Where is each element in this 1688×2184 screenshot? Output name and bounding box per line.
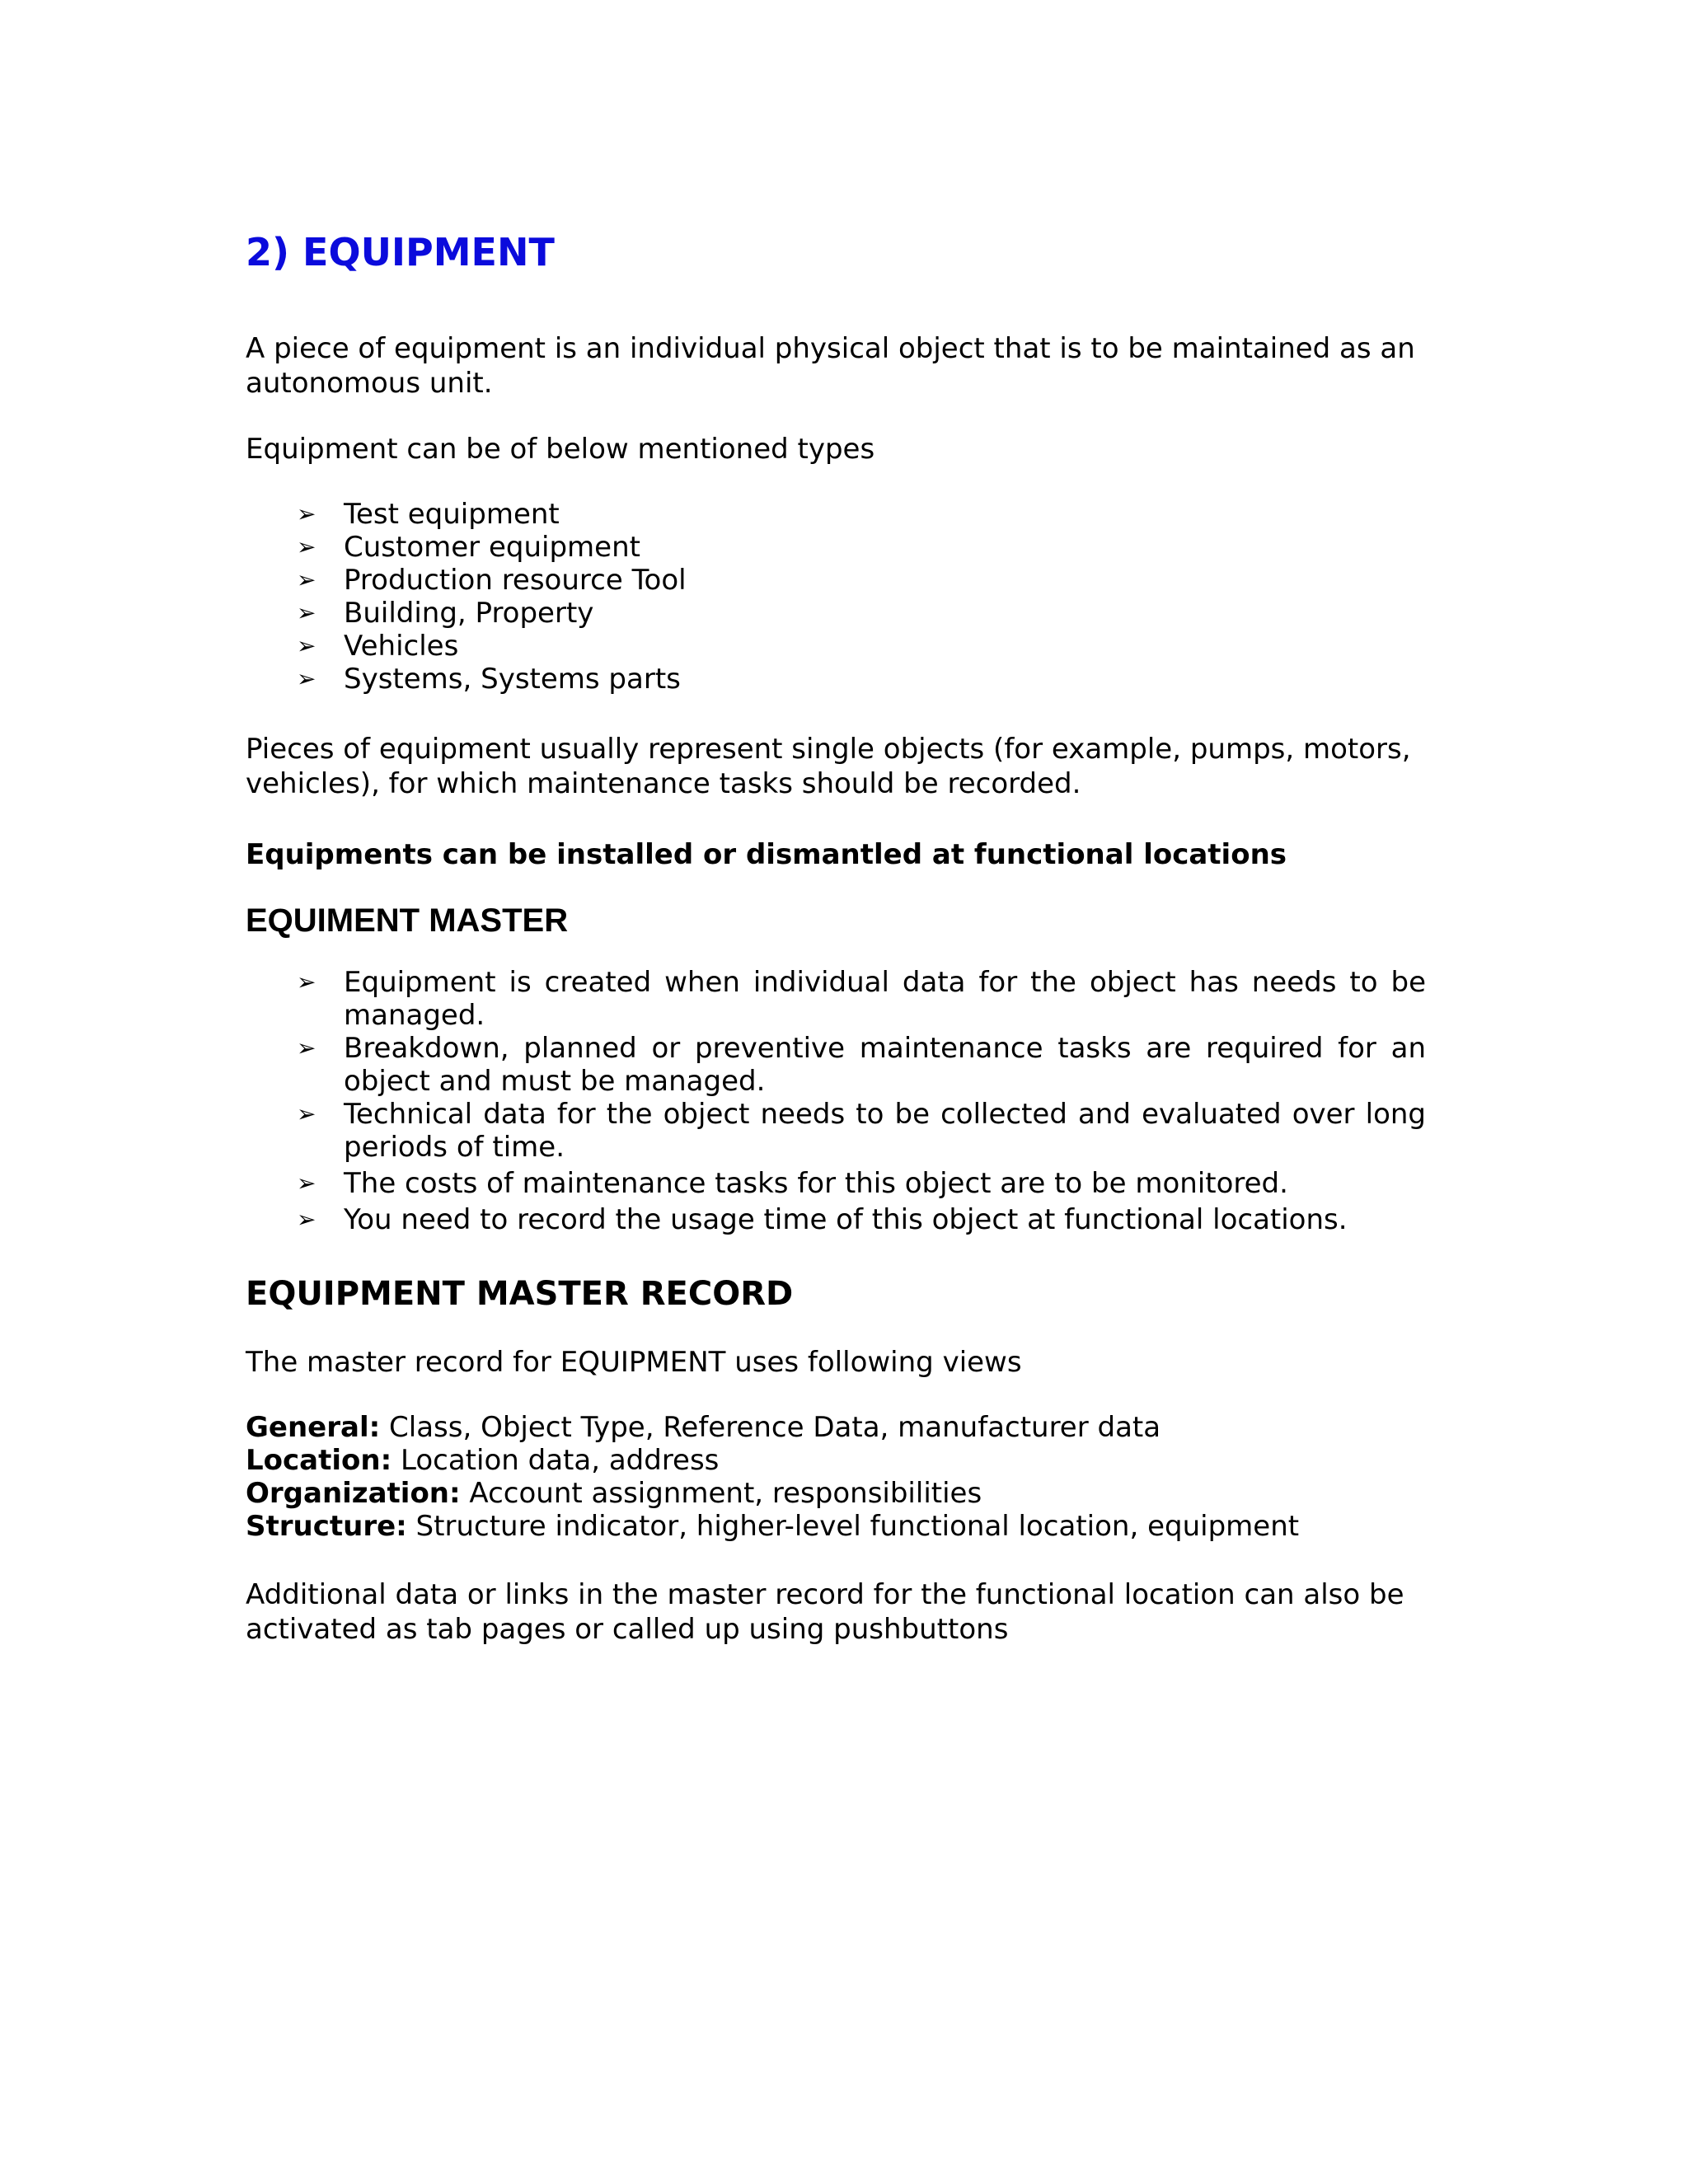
list-item: ➢ You need to record the usage time of this object at functional locations. bbox=[297, 1203, 1348, 1236]
page-title: 2) EQUIPMENT bbox=[246, 230, 555, 274]
list-item: ➢ Technical data for the object needs to be collected and evaluated over long periods of time. bbox=[297, 1098, 1426, 1164]
arrow-bullet-icon: ➢ bbox=[297, 1169, 316, 1197]
arrow-bullet-icon: ➢ bbox=[297, 1100, 316, 1127]
arrow-bullet-icon: ➢ bbox=[297, 1034, 316, 1062]
list-item: ➢ The costs of maintenance tasks for this object are to be monitored. bbox=[297, 1167, 1288, 1200]
document-content bbox=[246, 227, 1426, 1647]
additional-paragraph: Additional data or links in the master record for the functional location can also be activated as tab pages or called up using pushbuttons bbox=[246, 1578, 1404, 1646]
list-item: ➢ Production resource Tool bbox=[297, 564, 687, 597]
types-intro: Equipment can be of below mentioned types bbox=[246, 433, 875, 466]
list-item: ➢ Customer equipment bbox=[297, 531, 640, 564]
equipment-types-list bbox=[246, 498, 1426, 696]
arrow-bullet-icon: ➢ bbox=[297, 632, 316, 659]
arrow-bullet-icon: ➢ bbox=[297, 533, 316, 560]
arrow-bullet-icon: ➢ bbox=[297, 566, 316, 593]
arrow-bullet-icon: ➢ bbox=[297, 1206, 316, 1233]
equipment-master-heading: EQUIMENT MASTER bbox=[246, 902, 569, 939]
list-item: ➢ Vehicles bbox=[297, 630, 459, 663]
pieces-paragraph: Pieces of equipment usually represent single objects (for example, pumps, motors, vehicles), for which maintenance tasks should be recorded. bbox=[246, 733, 1411, 800]
view-row-location: Location: Location data, address bbox=[246, 1444, 720, 1477]
arrow-bullet-icon: ➢ bbox=[297, 599, 316, 626]
equipment-master-list bbox=[246, 966, 1426, 1236]
views-list bbox=[246, 1411, 1426, 1543]
install-note: Equipments can be installed or dismantled at functional locations bbox=[246, 838, 1287, 871]
master-record-heading: EQUIPMENT MASTER RECORD bbox=[246, 1275, 794, 1313]
intro-paragraph: A piece of equipment is an individual physical object that is to be maintained as an autonomous unit. bbox=[246, 332, 1415, 400]
master-record-intro: The master record for EQUIPMENT uses following views bbox=[246, 1346, 1022, 1379]
list-item: ➢ Systems, Systems parts bbox=[297, 663, 681, 696]
list-item: ➢ Breakdown, planned or preventive maintenance tasks are required for an object and must be managed. bbox=[297, 1032, 1426, 1098]
arrow-bullet-icon: ➢ bbox=[297, 968, 316, 996]
view-row-organization: Organization: Account assignment, responsibilities bbox=[246, 1477, 982, 1510]
view-row-structure: Structure: Structure indicator, higher-level functional location, equipment bbox=[246, 1510, 1300, 1543]
arrow-bullet-icon: ➢ bbox=[297, 500, 316, 527]
list-item: ➢ Equipment is created when individual data for the object has needs to be managed. bbox=[297, 966, 1426, 1032]
list-item: ➢ Test equipment bbox=[297, 498, 560, 531]
list-item: ➢ Building, Property bbox=[297, 597, 594, 630]
arrow-bullet-icon: ➢ bbox=[297, 665, 316, 692]
view-row-general: General: Class, Object Type, Reference Data, manufacturer data bbox=[246, 1411, 1161, 1444]
